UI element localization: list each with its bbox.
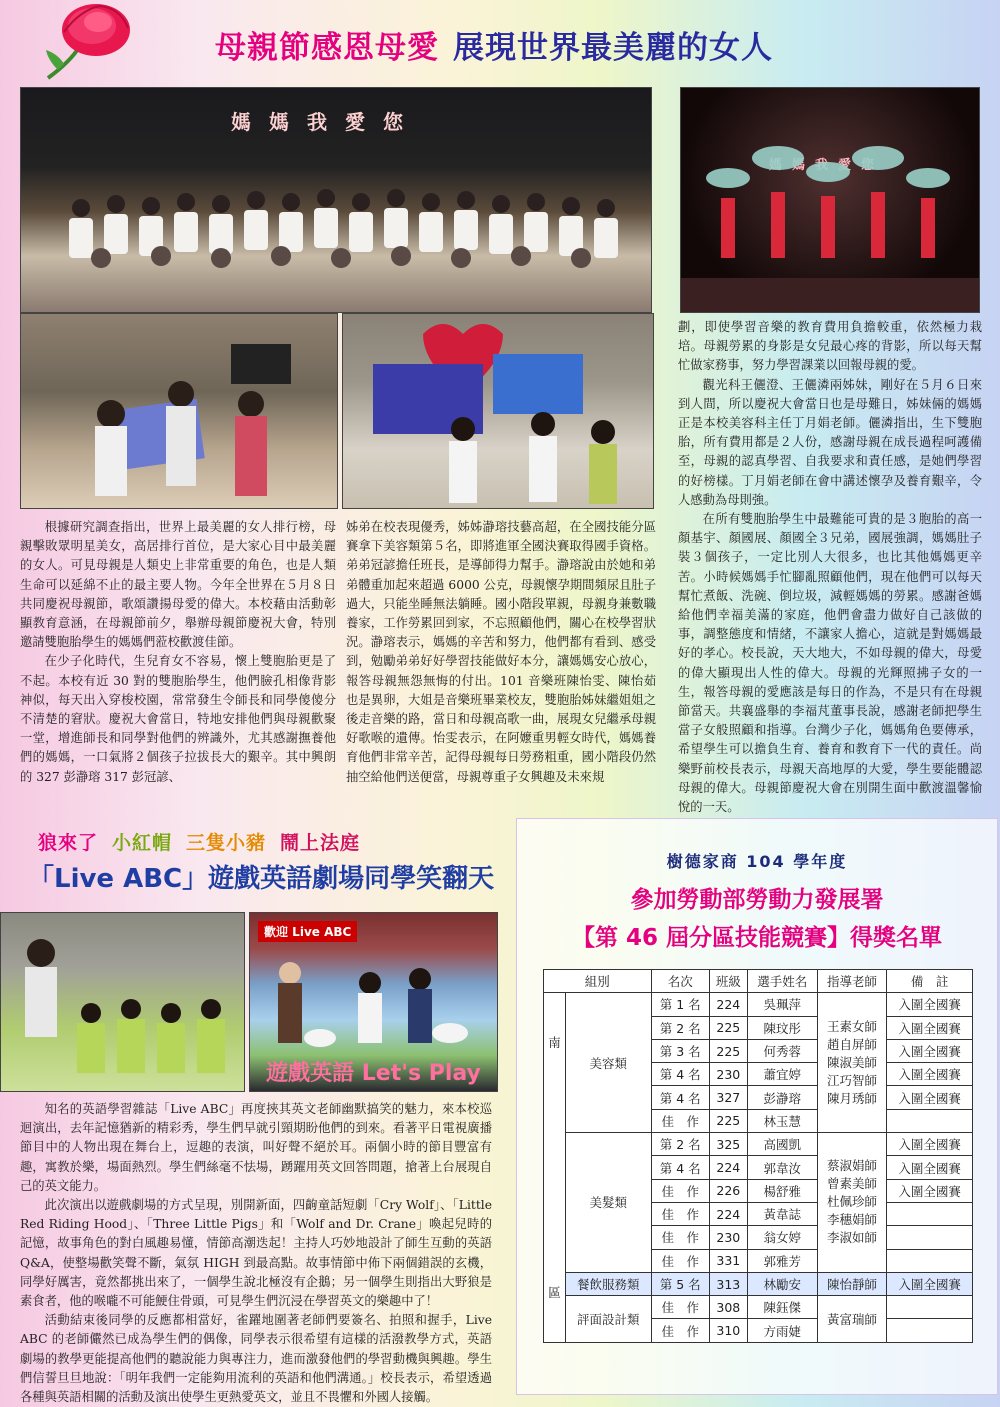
main-title bbox=[215, 22, 995, 70]
header-name: 選手姓名 bbox=[747, 970, 817, 993]
class-cell: 225 bbox=[709, 1109, 747, 1132]
name-cell: 陳玟彤 bbox=[747, 1016, 817, 1039]
rank-cell: 第 3 名 bbox=[651, 1039, 709, 1062]
poster-illustration bbox=[343, 314, 654, 509]
region-bottom: 區 bbox=[548, 1284, 561, 1300]
group-food: 餐飲服務類 bbox=[566, 1272, 652, 1295]
class-cell: 308 bbox=[709, 1296, 747, 1319]
awards-table bbox=[543, 969, 973, 1343]
note-cell bbox=[887, 1109, 973, 1132]
teacher-name: 蔡淑娟師 bbox=[826, 1158, 877, 1174]
class-cell: 225 bbox=[709, 1016, 747, 1039]
name-cell: 林玉慧 bbox=[747, 1109, 817, 1132]
note-cell: 入圍全國賽 bbox=[887, 1156, 973, 1179]
main-title-part2: 展現世界最美麗的女人 bbox=[453, 30, 773, 66]
dancers-illustration bbox=[681, 88, 980, 313]
name-cell: 高國凱 bbox=[747, 1133, 817, 1156]
teacher-name: 王素女師 bbox=[826, 1018, 877, 1034]
table-row bbox=[544, 1272, 973, 1295]
note-cell: 入圍全國賽 bbox=[887, 1039, 973, 1062]
subtitle-red-hood: 小紅帽 bbox=[112, 832, 173, 854]
note-cell: 入圍全國賽 bbox=[887, 1179, 973, 1202]
group-hair: 美髮類 bbox=[566, 1133, 652, 1273]
teacher-name: 陳淑美師 bbox=[826, 1054, 877, 1070]
note-cell bbox=[887, 1296, 973, 1319]
teacher-name: 趙自屏師 bbox=[826, 1036, 877, 1052]
class-cell: 224 bbox=[709, 993, 747, 1016]
rank-cell: 佳 作 bbox=[651, 1202, 709, 1225]
audience-illustration bbox=[21, 314, 338, 509]
english-article bbox=[20, 1100, 492, 1407]
rank-cell: 第 2 名 bbox=[651, 1016, 709, 1039]
rank-cell: 第 5 名 bbox=[651, 1272, 709, 1295]
article-c-paragraph-2: 觀光科王儷澄、王儷潾兩姊妹，剛好在５月６日來到人間，所以慶祝大會當日也是母難日，姊妹倆的媽媽正是本校美容科主任丁月娟老師。儷潾指出，生下雙胞胎，所有費用都是２人份，感謝母親在成長過程呵護備至，母親的認真學習、自我要求和責任感，是她們學習的好榜樣。丁月娟老師在會中講述懷孕及養育艱辛，令人感動為母則強。 bbox=[678, 377, 982, 507]
group-beauty: 美容類 bbox=[566, 993, 652, 1133]
teacher-name: 陳怡靜師 bbox=[817, 1272, 887, 1295]
note-cell: 入圍全國賽 bbox=[887, 1016, 973, 1039]
english-paragraph-1: 知名的英語學習雜誌「Live ABC」再度挾其英文老師幽默搞笑的魅力，來本校巡迴演出，去年記憶猶新的精彩秀，學生們早就引頸期盼他們的到來。看著平日電視廣播節目中的人物出現在舞台上，逗趣的表演，叫好聲不絕於耳。兩個小時的節目豐富有趣，寓教於樂，場面熱烈。學生們絲毫不怯場，踴躍用英文回答問題，搶著上台展現自己的英文能力。 bbox=[20, 1102, 492, 1193]
article-c-paragraph-3: 在所有雙胞胎學生中最難能可貴的是３胞胎的高一顏基宇、顏國展、顏國全３兄弟，國展強調，媽媽肚子裝３個孩子，一定比別人大很多，也比其他媽媽更辛苦。小時候媽媽手忙腳亂照顧他們，現在他們可以每天幫忙煮飯、洗碗、倒垃圾，減輕媽媽的勞累。感謝爸媽給他們幸福美滿的家庭，他們會盡力做好自己該做的事，調整態度和情緒，不讓家人擔心，這就是對媽媽最好的孝心。校長說，天大地大，不如母親的偉大，母愛的偉大顯現出人性的偉大。母親的光輝照拂子女的一生，報答母親的愛應該是每日的作為，不是只有在母親節當天。共襄盛舉的李福芃董事長說，感謝老師把學生當子女般照顧和指導。台灣少子化，媽媽角色要傳承，希望學生可以擔負生育、養育和教育下一代的責任。尚樂野前校長表示，母親天高地厚的大愛，學生要能體認母親的偉大。母親節慶祝大會在別開生面中歡渡溫馨愉悅的一天。 bbox=[678, 512, 982, 815]
class-cell: 313 bbox=[709, 1272, 747, 1295]
english-audience-photo bbox=[0, 912, 245, 1092]
note-cell: 入圍全國賽 bbox=[887, 1063, 973, 1086]
subtitle-wolf: 狼來了 bbox=[38, 832, 99, 854]
crowd-illustration bbox=[21, 88, 652, 313]
name-cell: 蕭宜婷 bbox=[747, 1063, 817, 1086]
awards-header-row bbox=[544, 970, 973, 993]
article-c-paragraph-1: 劃，即使學習音樂的教育費用負擔較重，依然極力栽培。母親勞累的身影是女兒最心疼的背影，所以每天幫忙做家務事，努力學習課業以回報母親的愛。 bbox=[678, 320, 982, 373]
region-top: 南 bbox=[548, 1034, 561, 1050]
name-cell: 郭雅芳 bbox=[747, 1249, 817, 1272]
article-column-b bbox=[346, 518, 656, 787]
name-cell: 林勵安 bbox=[747, 1272, 817, 1295]
class-cell: 226 bbox=[709, 1179, 747, 1202]
name-cell: 黃韋誌 bbox=[747, 1202, 817, 1225]
teacher-name: 江巧智師 bbox=[826, 1072, 877, 1088]
group-photo bbox=[20, 87, 652, 313]
stage-dance-photo bbox=[680, 87, 980, 313]
class-cell: 230 bbox=[709, 1063, 747, 1086]
main-title-part1: 母親節感恩母愛 bbox=[215, 30, 439, 66]
note-cell: 入圍全國賽 bbox=[887, 993, 973, 1016]
class-cell: 230 bbox=[709, 1226, 747, 1249]
table-row bbox=[544, 993, 973, 1016]
subtitle-court: 鬧上法庭 bbox=[280, 832, 361, 854]
rank-cell: 第 2 名 bbox=[651, 1133, 709, 1156]
article-column-c bbox=[678, 318, 982, 817]
class-cell: 310 bbox=[709, 1319, 747, 1342]
teacher-name: 李穗娟師 bbox=[826, 1212, 877, 1228]
rank-cell: 佳 作 bbox=[651, 1109, 709, 1132]
article-column-a bbox=[20, 518, 336, 787]
name-cell: 方雨婕 bbox=[747, 1319, 817, 1342]
twins-with-posters-photo bbox=[342, 313, 654, 509]
rank-cell: 第 4 名 bbox=[651, 1156, 709, 1179]
note-cell: 入圍全國賽 bbox=[887, 1086, 973, 1109]
rank-cell: 佳 作 bbox=[651, 1319, 709, 1342]
name-cell: 楊舒雅 bbox=[747, 1179, 817, 1202]
note-cell: 入圍全國賽 bbox=[887, 1133, 973, 1156]
awards-title-line1: 參加勞動部勞動力發展署 bbox=[630, 887, 884, 913]
rank-cell: 佳 作 bbox=[651, 1249, 709, 1272]
header-teacher: 指導老師 bbox=[817, 970, 887, 993]
photo-banner: 媽媽我愛您 bbox=[231, 110, 421, 134]
rank-cell: 第 4 名 bbox=[651, 1063, 709, 1086]
note-cell: 入圍全國賽 bbox=[887, 1272, 973, 1295]
table-row bbox=[544, 1133, 973, 1156]
english-subtitle bbox=[38, 828, 508, 855]
awards-panel bbox=[516, 818, 998, 1395]
teacher-name: 李淑如師 bbox=[826, 1230, 877, 1246]
english-paragraph-3: 活動結束後同學的反應都相當好，雀躍地圍著老師們要簽名、拍照和握手，Live ABC 的老師儼然已成為學生們的偶像，同學表示很希望有這樣的活潑教學方式，英語劇場的教學更能提高他們的聽說能力與專注力，進而激發他們的學習動機與興趣。學生們信誓旦旦地說：「明年我們一定能夠用流利的英語和他們溝通。」校長表示，希望透過各種與英語相關的活動及演出使學生更熱愛英文，並且不畏懼和外國人接觸。 bbox=[20, 1313, 492, 1405]
students-with-cards-photo bbox=[20, 313, 338, 509]
lets-play-banner: 遊戲英語 Let's Play bbox=[266, 1061, 481, 1086]
name-cell: 彭瀞瑢 bbox=[747, 1086, 817, 1109]
class-cell: 224 bbox=[709, 1156, 747, 1179]
awards-school-year: 樹德家商 104 學年度 bbox=[666, 852, 848, 871]
rank-cell: 第 1 名 bbox=[651, 993, 709, 1016]
name-cell: 何秀蓉 bbox=[747, 1039, 817, 1062]
class-cell: 325 bbox=[709, 1133, 747, 1156]
hair-teachers bbox=[817, 1133, 887, 1273]
region-cell bbox=[544, 993, 566, 1342]
name-cell: 郭韋汝 bbox=[747, 1156, 817, 1179]
name-cell: 陳鈺傑 bbox=[747, 1296, 817, 1319]
note-cell bbox=[887, 1202, 973, 1225]
class-cell: 225 bbox=[709, 1039, 747, 1062]
english-stage-photo bbox=[249, 912, 498, 1092]
header-class: 班級 bbox=[709, 970, 747, 993]
subtitle-pigs: 三隻小豬 bbox=[186, 832, 267, 854]
note-cell bbox=[887, 1319, 973, 1342]
english-title: 「Live ABC」遊戲英語劇場同學笑翻天 bbox=[28, 864, 495, 894]
article-a-paragraph-1: 根據研究調查指出，世界上最美麗的女人排行榜，母親擊敗眾明星美女，高居排行首位，是大家心目中最美麗的女人。可見母親是人類史上非常重要的角色，也是人類生命可以延綿不止的最主要人物。今年全世界在５月８日共同慶祝母親節，歌頌讚揚母愛的偉大。本校藉由活動彰顯教育意涵，在母親節前夕，舉辦母親節慶祝大會，特別邀請雙胞胎學生的媽媽們蒞校歡渡佳節。 bbox=[20, 520, 336, 650]
rank-cell: 佳 作 bbox=[651, 1296, 709, 1319]
class-cell: 327 bbox=[709, 1086, 747, 1109]
table-row bbox=[544, 1296, 973, 1319]
carnation-flower-icon bbox=[40, 0, 132, 82]
note-cell bbox=[887, 1226, 973, 1249]
welcome-sign: 歡迎 Live ABC bbox=[258, 921, 357, 942]
rank-cell: 佳 作 bbox=[651, 1179, 709, 1202]
header-group: 組別 bbox=[544, 970, 652, 993]
teacher-name: 黃富瑞師 bbox=[817, 1296, 887, 1343]
class-cell: 224 bbox=[709, 1202, 747, 1225]
note-cell bbox=[887, 1249, 973, 1272]
header-note: 備 註 bbox=[887, 970, 973, 993]
header-rank: 名次 bbox=[651, 970, 709, 993]
awards-title-line2: 【第 46 屆分區技能競賽】得獎名單 bbox=[571, 925, 943, 951]
rank-cell: 第 4 名 bbox=[651, 1086, 709, 1109]
class-cell: 331 bbox=[709, 1249, 747, 1272]
name-cell: 吳珮萍 bbox=[747, 993, 817, 1016]
group-design: 評面設計類 bbox=[566, 1296, 652, 1343]
teacher-name: 曾素美師 bbox=[826, 1176, 877, 1192]
teacher-name: 杜佩珍師 bbox=[826, 1194, 877, 1210]
english-paragraph-2: 此次演出以遊戲劇場的方式呈現，別開新面，四齣童話短劇「Cry Wolf」、「Little Red Riding Hood」、「Three Little Pigs」和「Wolf and Dr. Crane」喚起兒時的記憶，故事角色的對白風趣易懂，情節高潮迭起！主持人巧妙地設計了師生互動的英語 Q&A，使整場歡笑聲不斷，氣氛 HIGH 到最高點。故事情節中佈下兩個錯誤的玄機，同學好厲害，竟然都挑出來了，一個學生說北極沒有企鵝；另一個學生則指出大野狼是素食者，他的喉嚨不可能鯁住骨頭，可見學生們沉浸在學習英文的樂趣中了！ bbox=[20, 1198, 492, 1309]
teacher-name: 陳月琇師 bbox=[826, 1090, 877, 1106]
students-illustration bbox=[1, 913, 245, 1092]
article-a-paragraph-2: 在少子化時代，生兒育女不容易，懷上雙胞胎更是了不起。本校有近 30 對的雙胞胎學生，他們臉孔相像背影神似，每天出入穿梭校園，常常發生令師長和同學傻傻分不清楚的窘狀。慶祝大會當日，特地安排他們與母親歡聚一堂，增進師長和同學對他們的辨識外，尤其感謝撫養他們的媽媽，一口氣將２個孩子拉拔長大的艱辛。其中興朗的 327 彭瀞瑢 317 彭冠諺、 bbox=[20, 654, 336, 784]
name-cell: 翁女婷 bbox=[747, 1226, 817, 1249]
beauty-teachers bbox=[817, 993, 887, 1133]
rank-cell: 佳 作 bbox=[651, 1226, 709, 1249]
article-b-paragraph: 姊弟在校表現優秀，姊姊瀞瑢技藝高超，在全國技能分區賽拿下美容類第５名，即將進軍全國決賽取得國手資格。弟弟冠諺擔任班長，是導師得力幫手。瀞瑢說由於她和弟弟體重加起來超過 6000 公克，母親懷孕期間頻尿且肚子過大，只能坐睡無法躺睡。國小階段單親，母親身兼數職養家，工作勞累回到家，不忘照顧他們，關心在校學習狀況。瀞瑢表示，媽媽的辛苦和努力，他們都有看到、感受到，勉勵弟弟好好學習技能做好本分，讓媽媽安心放心，報答母親無怨無悔的付出。101 音樂班陳怡雯、陳怡茹也是異卵，大姐是音樂班畢業校友，雙胞胎姊妹繼姐姐之後走音樂的路，當日和母親高歌一曲，展現女兒繼承母親好歌喉的遺傳。怡雯表示，在阿嬤重男輕女時代，媽媽養育他們非常辛苦，記得母親每日勞務粗重，國小階段仍然抽空給他們送便當，母親尊重子女興趣及未來規 bbox=[346, 520, 656, 784]
